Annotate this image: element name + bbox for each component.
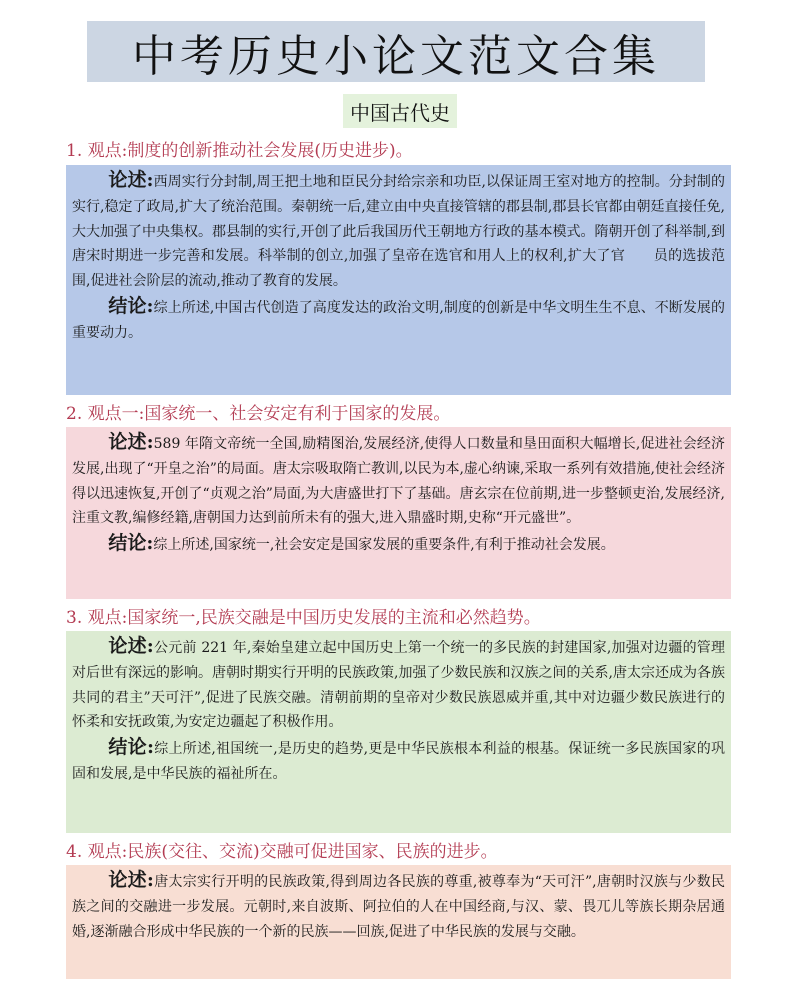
section-4-block xyxy=(66,865,731,979)
title-banner xyxy=(87,21,705,82)
conclusion-paragraph xyxy=(72,531,725,558)
conclusion-label: 结论: xyxy=(108,532,154,555)
section-1-block xyxy=(66,165,731,395)
argument-paragraph xyxy=(72,868,725,944)
point-4-heading: 4. 观点:民族(交往、交流)交融可促进国家、民族的进步。 xyxy=(66,842,498,862)
point-2-heading: 2. 观点一:国家统一、社会安定有利于国家的发展。 xyxy=(66,404,451,424)
argument-paragraph xyxy=(72,168,725,294)
argument-text: 西周实行分封制,周王把土地和臣民分封给宗亲和功臣,以保证周王室对地方的控制。分封制的实行,稳定了政局,扩大了统治范围。秦朝统一后,建立由中央直接管辖的郡县制,郡县长官都由朝廷直接任免,大大加强了中央集权。郡县制的实行,开创了此后我国历代王朝地方行政的基本模式。隋朝开创了科举制,到唐宋时期进一步完善和发展。科举制的创立,加强了皇帝在选官和用人上的权利,扩大了官 员的选拔范围,促进社会阶层的流动,推动了教育的发展。 xyxy=(72,174,725,290)
section-2-block xyxy=(66,427,731,599)
conclusion-paragraph xyxy=(72,735,725,787)
conclusion-label: 结论: xyxy=(108,736,154,759)
argument-label: 论述: xyxy=(108,869,154,891)
conclusion-text: 综上所述,国家统一,社会安定是国家发展的重要条件,有利于推动社会发展。 xyxy=(153,537,615,554)
conclusion-label: 结论: xyxy=(108,294,154,317)
point-3-heading: 3. 观点:国家统一,民族交融是中国历史发展的主流和必然趋势。 xyxy=(66,608,541,628)
conclusion-paragraph xyxy=(72,294,725,346)
point-1-heading: 1. 观点:制度的创新推动社会发展(历史进步)。 xyxy=(66,141,413,161)
argument-paragraph xyxy=(72,634,725,735)
argument-label: 论述: xyxy=(108,431,154,453)
argument-label: 论述: xyxy=(108,169,154,191)
conclusion-text: 综上所述,祖国统一,是历史的趋势,更是中华民族根本利益的根基。保证统一多民族国家的巩固和发展,是中华民族的福祉所在。 xyxy=(72,741,725,782)
argument-text: 589 年隋文帝统一全国,励精图治,发展经济,使得人口数量和垦田面积大幅增长,促进社会经济发展,出现了“开皇之治”的局面。唐太宗吸取隋亡教训,以民为本,虚心纳谏,采取一系列有效措施,使社会经济得以迅速恢复,开创了“贞观之治”局面,为大唐盛世打下了基础。唐玄宗在位前期,进一步整顿吏治,发展经济,注重文教,编修经籍,唐朝国力达到前所未有的强大,进入鼎盛时期,史称“开元盛世”。 xyxy=(72,436,725,527)
argument-text: 唐太宗实行开明的民族政策,得到周边各民族的尊重,被尊奉为“天可汗”,唐朝时汉族与少数民族之间的交融进一步发展。元朝时,来自波斯、阿拉伯的人在中国经商,与汉、蒙、畏兀儿等族长期杂居通婚,逐渐融合形成中华民族的一个新的民族——回族,促进了中华民族的发展与交融。 xyxy=(72,874,725,940)
argument-paragraph xyxy=(72,430,725,531)
page-title: 中考历史小论文范文合集 xyxy=(132,30,660,82)
argument-text: 公元前 221 年,秦始皇建立起中国历史上第一个统一的多民族的封建国家,加强对边疆的管理对后世有深远的影响。唐朝时期实行开明的民族政策,加强了少数民族和汉族之间的关系,唐太宗还成为各族共同的君主”天可汗”,促进了民族交融。清朝前期的皇帝对少数民族恩威并重,其中对边疆少数民族进行的怀柔和安抚政策,为安定边疆起了积极作用。 xyxy=(72,640,725,731)
argument-label: 论述: xyxy=(108,635,154,657)
section-subtitle: 中国古代史 xyxy=(343,94,457,128)
section-3-block xyxy=(66,631,731,833)
conclusion-text: 综上所述,中国古代创造了高度发达的政治文明,制度的创新是中华文明生生不息、不断发展的重要动力。 xyxy=(72,299,725,341)
